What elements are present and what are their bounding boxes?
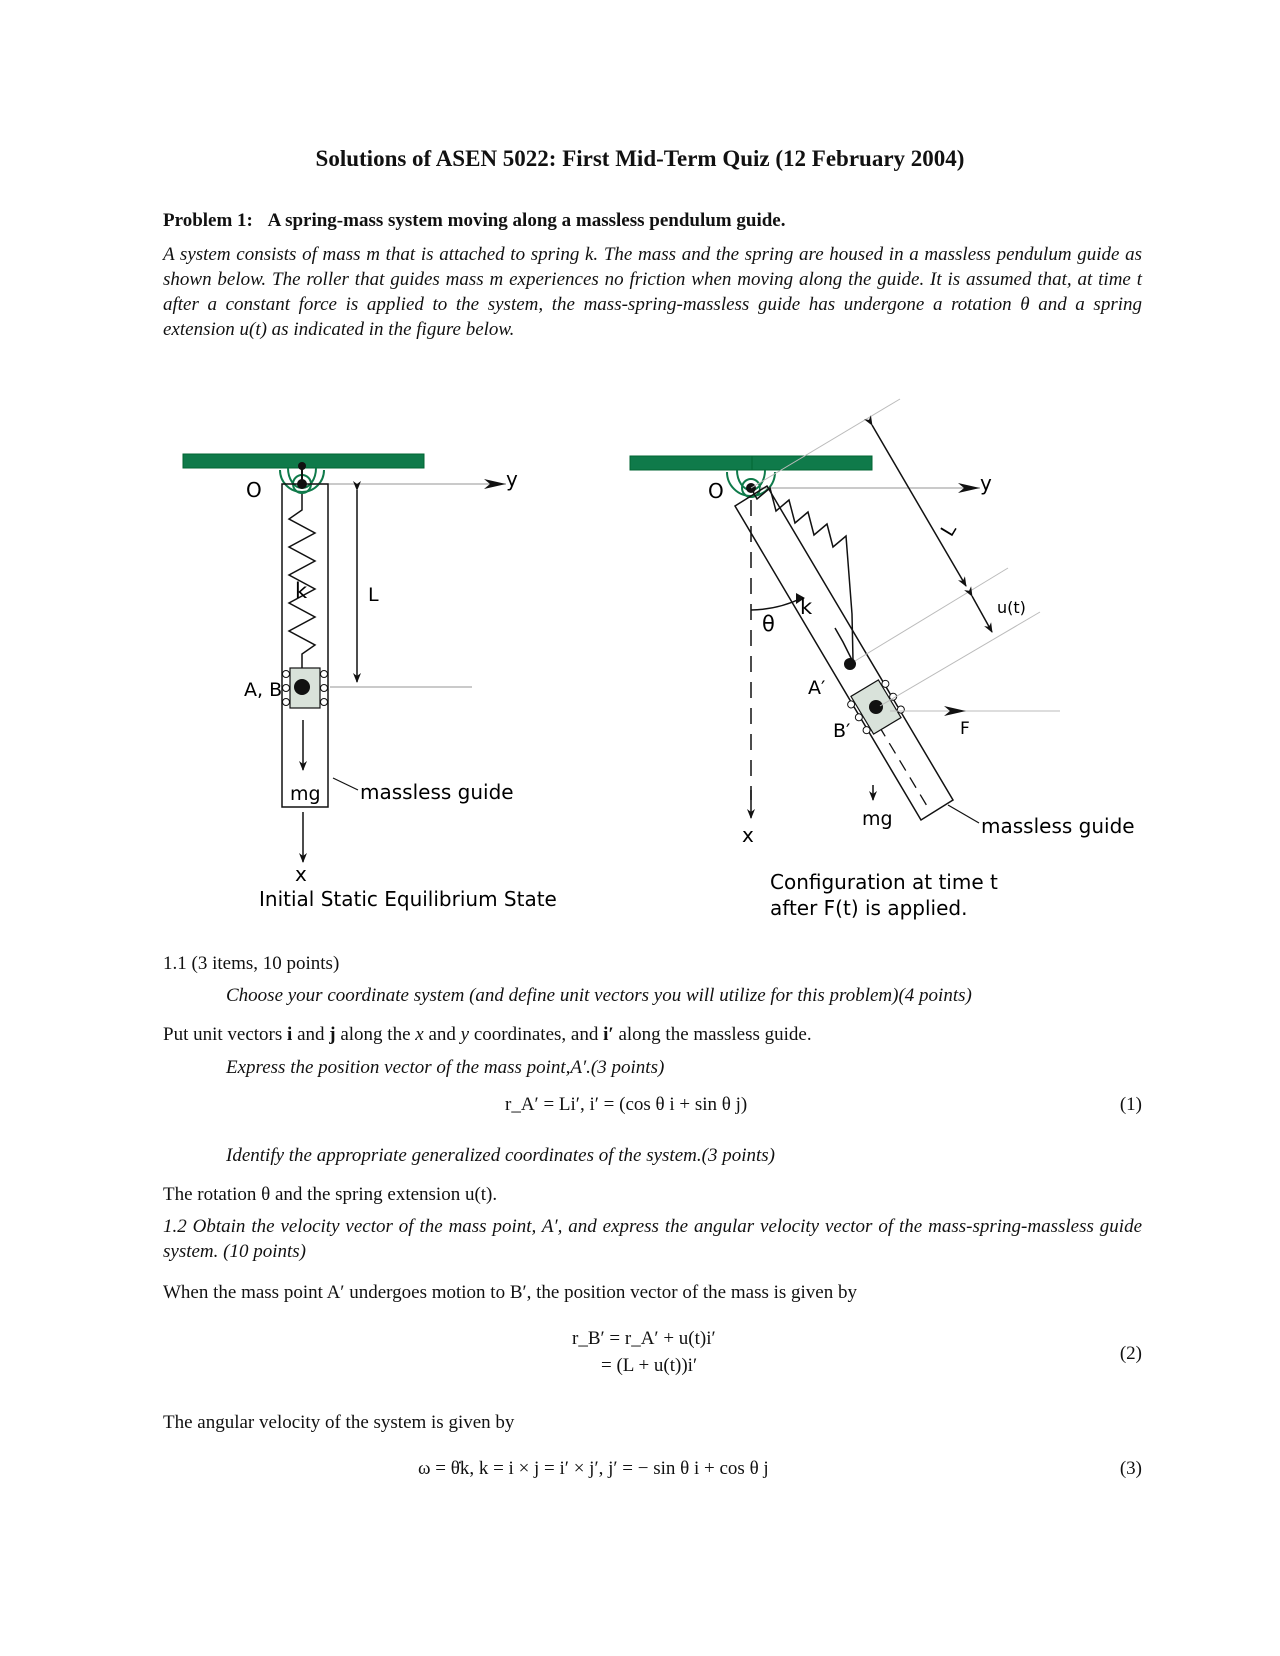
page-title: Solutions of ASEN 5022: First Mid-Term Quiz (12 February 2004) — [315, 146, 965, 171]
problem-label: Problem 1: — [163, 210, 253, 231]
left-x-label: x — [295, 862, 307, 886]
problem-title: A spring-mass system moving along a massless pendulum guide. — [267, 210, 786, 231]
answer-generalized-coords: The rotation θ and the spring extension u(t). — [163, 1184, 498, 1205]
left-guide-label: massless guide — [360, 780, 514, 804]
left-k-label: k — [295, 579, 308, 603]
right-caption-line2: after F(t) is applied. — [770, 896, 968, 920]
section-1-1-header: 1.1 (3 items, 10 points) — [163, 953, 340, 974]
right-x-label: x — [742, 823, 754, 847]
right-k-label: k — [800, 595, 813, 619]
left-guide — [282, 484, 328, 807]
left-diagram — [183, 454, 557, 911]
answer-coordinate-system: Put unit vectors i and j along the x and y coordinates, and i′ along the massless guide. — [163, 1024, 812, 1045]
right-theta-arc — [751, 598, 802, 610]
equation-2-line1: r_B′ = r_A′ + u(t)i′ — [572, 1328, 716, 1349]
right-ceiling-left — [630, 456, 752, 470]
right-ut-dimension — [972, 596, 992, 632]
right-diagram — [630, 399, 1135, 920]
right-A-label: A′ — [808, 677, 826, 699]
unit-vector-i: i — [287, 1024, 293, 1045]
left-AB-label: A, B — [244, 679, 283, 701]
right-theta-label: θ — [762, 612, 775, 636]
right-mg-label: mg — [862, 808, 893, 830]
right-ut-label: u(t) — [997, 598, 1026, 617]
right-B-label: B′ — [833, 720, 851, 742]
right-L-dimension — [872, 425, 966, 586]
equation-1-number: (1) — [1119, 1094, 1142, 1115]
answer-velocity-intro: When the mass point A′ undergoes motion to B′, the position vector of the mass is given by — [163, 1282, 857, 1303]
section-1-2-header: 1.2 Obtain the velocity vector of the mass point, A′, and express the angular velocity vector of the mass-spring-massless guide system. (10 points) — [163, 1216, 1142, 1262]
equation-1: r_A′ = Li′, i′ = (cos θ i + sin θ j) — [505, 1094, 748, 1115]
problem-intro: A system consists of mass m that is attached to spring k. The mass and the spring are housed in a massless pendulum guide as shown below. The roller that guides mass m experiences no friction when moving along the guide. It is assumed that, at time t after a constant force is applied to the system, the mass-spring-massless guide has undergone a rotation θ and a spring extension u(t) as indicated in the figure below. — [163, 244, 1142, 340]
left-origin-label: O — [246, 478, 262, 502]
right-ceiling-right — [752, 456, 872, 470]
equation-3-number: (3) — [1119, 1458, 1142, 1479]
unit-vector-j: j — [329, 1024, 336, 1045]
right-F-label: F — [960, 719, 970, 739]
right-guide — [735, 486, 953, 820]
question-position-vector: Express the position vector of the mass point,A′.(3 points) — [226, 1057, 665, 1078]
left-mg-label: mg — [290, 783, 321, 805]
question-generalized-coords: Identify the appropriate generalized coordinates of the system.(3 points) — [226, 1145, 775, 1166]
equation-2-number: (2) — [1119, 1343, 1142, 1364]
answer-angular-velocity-intro: The angular velocity of the system is given by — [163, 1412, 515, 1433]
left-y-label: y — [506, 467, 518, 491]
left-caption: Initial Static Equilibrium State — [259, 887, 557, 911]
question-coordinate-system: Choose your coordinate system (and define unit vectors you will utilize for this problem)(4 points) — [226, 985, 972, 1006]
right-caption-line1: Configuration at time t — [770, 870, 998, 894]
right-y-label: y — [980, 471, 992, 495]
right-L-label: L — [936, 519, 961, 541]
equation-2-line2: = (L + u(t))i′ — [601, 1355, 698, 1376]
left-L-label: L — [368, 584, 379, 606]
right-origin-label: O — [708, 479, 724, 503]
right-guide-label: massless guide — [981, 814, 1135, 838]
unit-vector-i-prime: i′ — [603, 1024, 614, 1045]
equation-3: ω = θ̇k, k = i × j = i′ × j′, j′ = − sin θ i + cos θ j — [418, 1458, 769, 1479]
